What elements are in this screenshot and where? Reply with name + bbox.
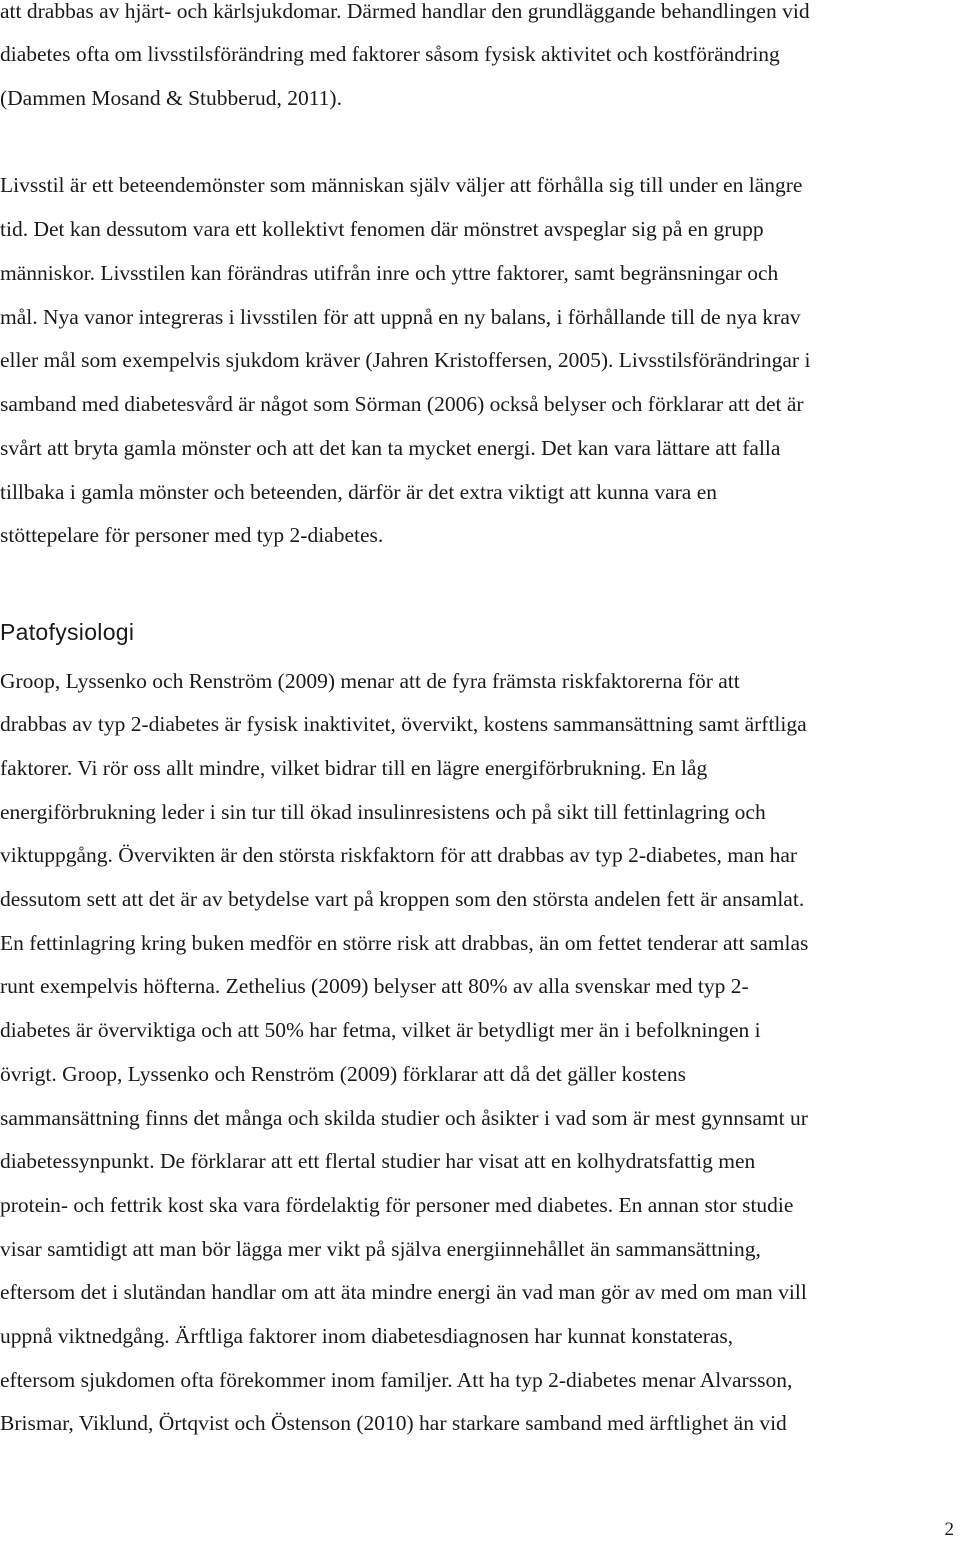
text-line: Groop, Lyssenko och Renström (2009) menar att de fyra främsta riskfaktorerna för att (0, 669, 740, 693)
text-line: tillbaka i gamla mönster och beteenden, därför är det extra viktigt att kunna vara en (0, 480, 717, 504)
text-line: eller mål som exempelvis sjukdom kräver (Jahren Kristoffersen, 2005). Livsstilsförändringar i (0, 348, 811, 372)
page-number: 2 (944, 1519, 954, 1540)
text-line: stöttepelare för personer med typ 2-diabetes. (0, 523, 384, 547)
text-line: En fettinlagring kring buken medför en större risk att drabbas, än om fettet tenderar att samlas (0, 931, 809, 955)
text-line: att drabbas av hjärt- och kärlsjukdomar. Därmed handlar den grundläggande behandlingen vid (0, 0, 810, 23)
text-line: samband med diabetesvård är något som Sörman (2006) också belyser och förklarar att det är (0, 392, 804, 416)
section-heading: Patofysiologi (0, 619, 135, 645)
text-line: viktuppgång. Övervikten är den största riskfaktorn för att drabbas av typ 2-diabetes, man har (0, 843, 798, 867)
text-line: visar samtidigt att man bör lägga mer vikt på själva energiinnehållet än sammansättning, (0, 1237, 761, 1261)
text-line: protein- och fettrik kost ska vara fördelaktig för personer med diabetes. En annan stor studie (0, 1193, 794, 1217)
text-line: sammansättning finns det många och skilda studier och åsikter i vad som är mest gynnsamt ur (0, 1106, 808, 1130)
text-line: eftersom sjukdomen ofta förekommer inom familjer. Att ha typ 2-diabetes menar Alvarsson, (0, 1368, 793, 1392)
text-line: människor. Livsstilen kan förändras utifrån inre och yttre faktorer, samt begränsningar och (0, 261, 779, 285)
text-line: drabbas av typ 2-diabetes är fysisk inaktivitet, övervikt, kostens sammansättning samt ärftliga (0, 712, 807, 736)
text-line: eftersom det i slutändan handlar om att äta mindre energi än vad man gör av med om man vill (0, 1280, 807, 1304)
text-line: diabetessynpunkt. De förklarar att ett flertal studier har visat att en kolhydratsfattig men (0, 1149, 756, 1173)
text-line: övrigt. Groop, Lyssenko och Renström (2009) förklarar att då det gäller kostens (0, 1062, 687, 1086)
text-line: tid. Det kan dessutom vara ett kollektivt fenomen där mönstret avspeglar sig på en grupp (0, 217, 764, 241)
text-line: (Dammen Mosand & Stubberud, 2011). (0, 86, 342, 110)
text-line: dessutom sett att det är av betydelse vart på kroppen som den största andelen fett är ansamlat. (0, 887, 805, 911)
text-line: mål. Nya vanor integreras i livsstilen för att uppnå en ny balans, i förhållande till de nya krav (0, 305, 801, 329)
text-line: diabetes ofta om livsstilsförändring med faktorer såsom fysisk aktivitet och kostförändring (0, 42, 780, 66)
text-line: energiförbrukning leder i sin tur till ökad insulinresistens och på sikt till fettinlagring och (0, 800, 766, 824)
text-line: uppnå viktnedgång. Ärftliga faktorer inom diabetesdiagnosen har kunnat konstateras, (0, 1324, 734, 1348)
text-line: runt exempelvis höfterna. Zethelius (2009) belyser att 80% av alla svenskar med typ 2- (0, 974, 749, 998)
text-line: Livsstil är ett beteendemönster som människan själv väljer att förhålla sig till under en längre (0, 173, 803, 197)
text-line: faktorer. Vi rör oss allt mindre, vilket bidrar till en lägre energiförbrukning. En låg (0, 756, 708, 780)
text-line: svårt att bryta gamla mönster och att det kan ta mycket energi. Det kan vara lättare att falla (0, 436, 781, 460)
text-line: diabetes är överviktiga och att 50% har fetma, vilket är betydligt mer än i befolkningen i (0, 1018, 761, 1042)
text-line: Brismar, Viklund, Örtqvist och Östenson (2010) har starkare samband med ärftlighet än vid (0, 1411, 787, 1435)
